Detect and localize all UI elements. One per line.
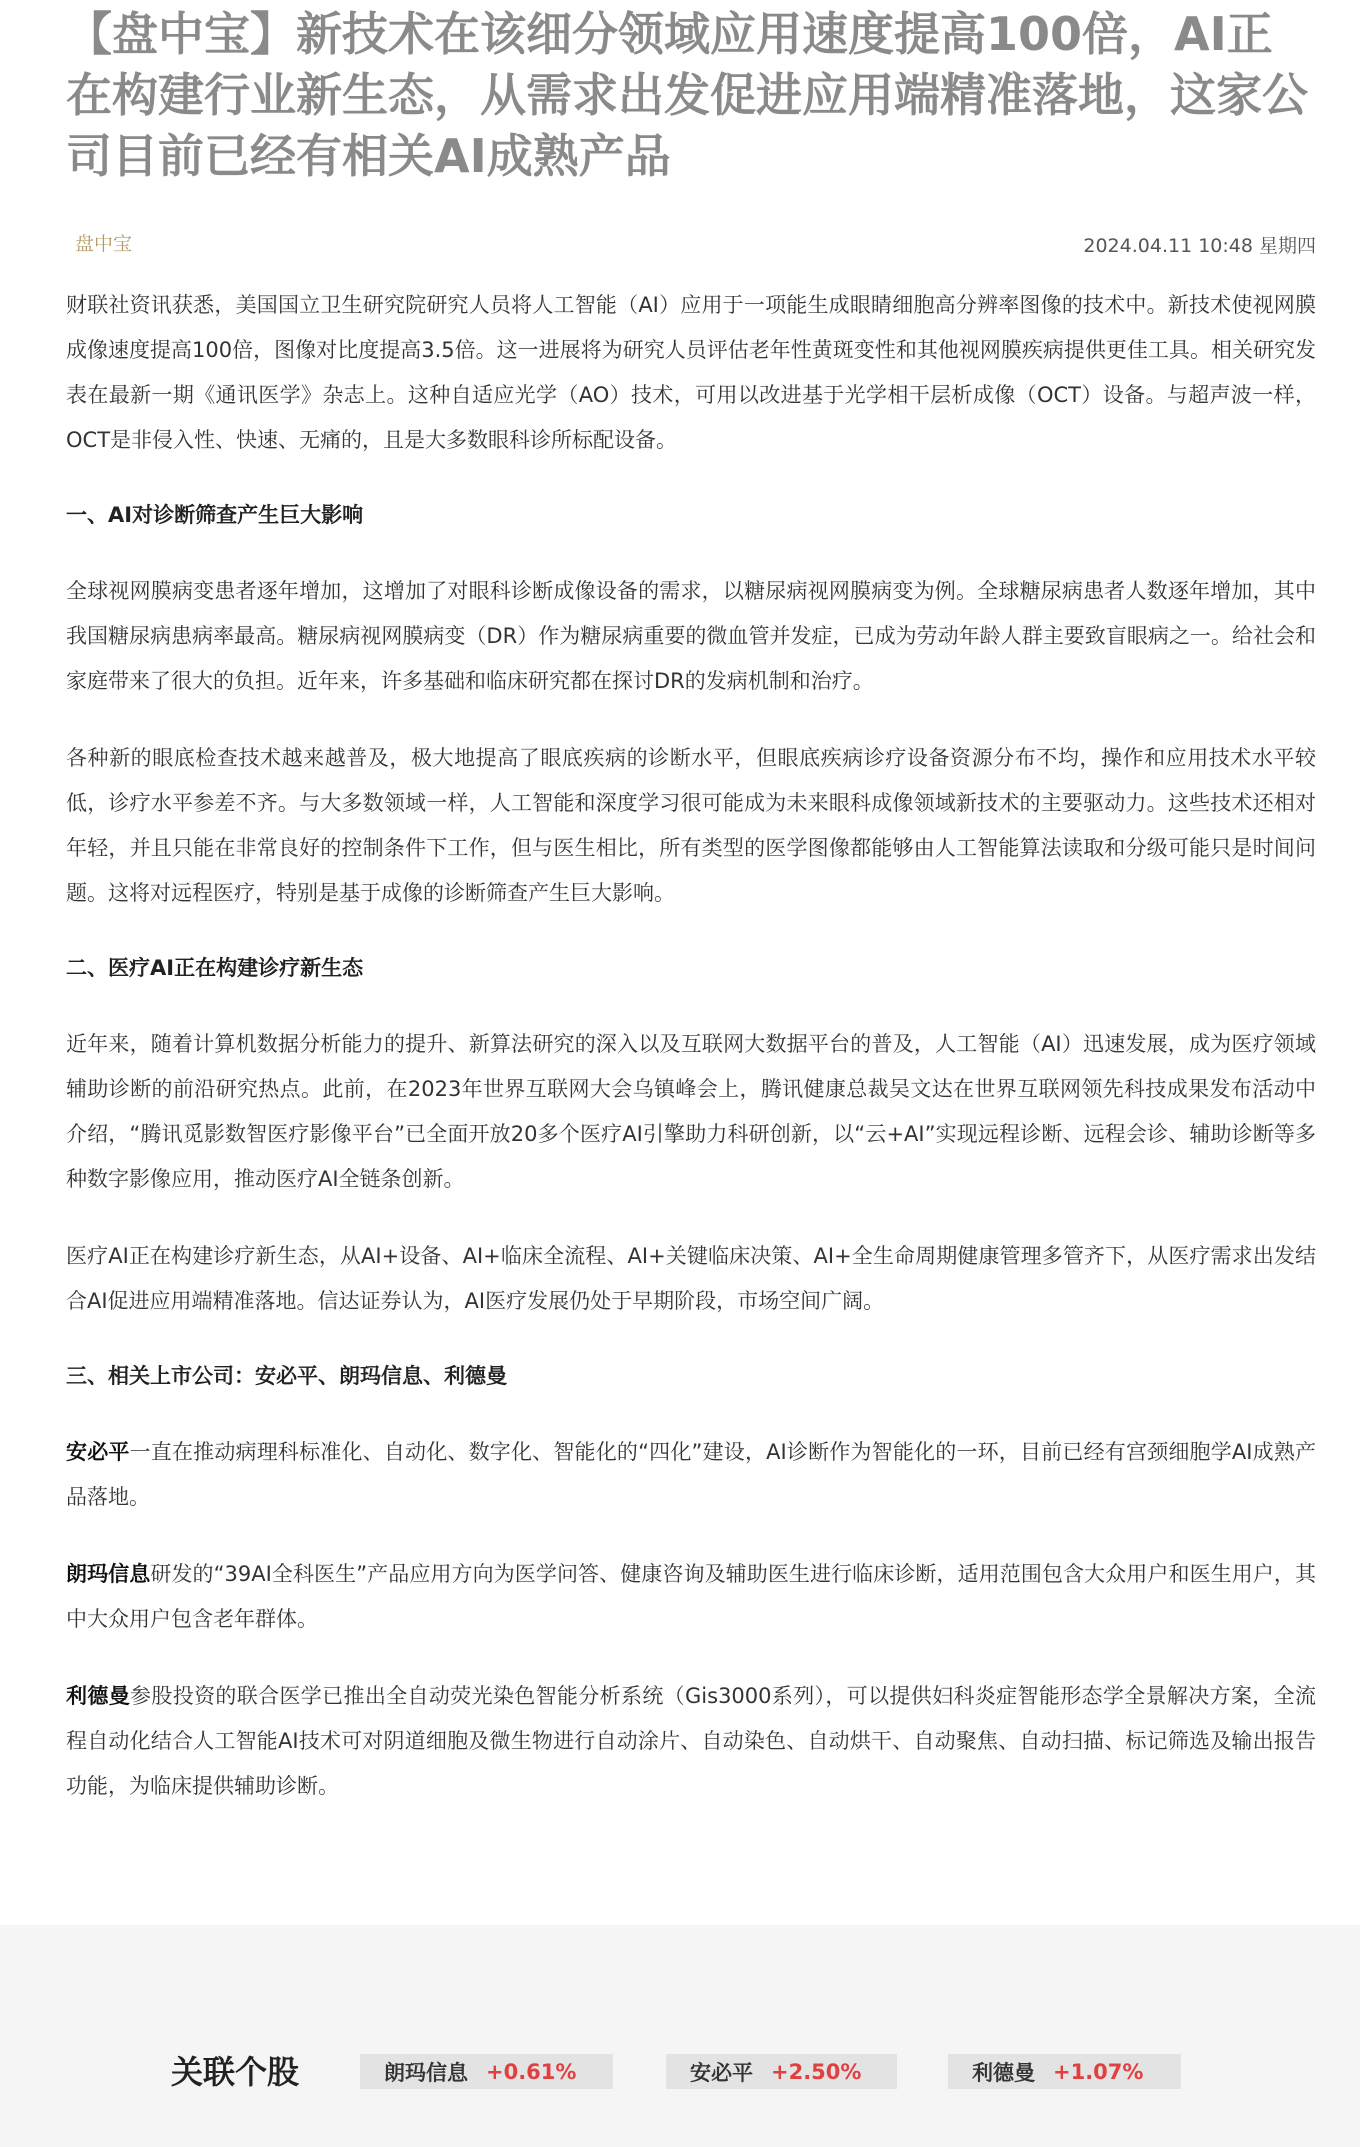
company-name-lideman[interactable]: 利德曼 — [66, 1684, 131, 1708]
company-text-langma: 研发的“39AI全科医生”产品应用方向为医学问答、健康咨询及辅助医生进行临床诊断，适用范围包含大众用户和医生用户，其中大众用户包含老年群体。 — [66, 1562, 1316, 1631]
stock-change: +2.50% — [771, 2059, 862, 2084]
company-paragraph-lideman — [66, 1674, 1316, 1809]
paragraph-medical-ai: 近年来，随着计算机数据分析能力的提升、新算法研究的深入以及互联网大数据平台的普及，人工智能（AI）迅速发展，成为医疗领域辅助诊断的前沿研究热点。此前，在2023年世界互联网大会乌镇峰会上，腾讯健康总裁吴文达在世界互联网领先科技成果发布活动中介绍，“腾讯觅影数智医疗影像平台”已全面开放20多个医疗AI引擎助力科研创新，以“云+AI”实现远程诊断、远程会诊、辅助诊断等多种数字影像应用，推动医疗AI全链条创新。 — [66, 1032, 1316, 1191]
company-text-lideman: 参股投资的联合医学已推出全自动荧光染色智能分析系统（Gis3000系列），可以提供妇科炎症智能形态学全景解决方案，全流程自动化结合人工智能AI技术可对阴道细胞及微生物进行自动涂片、自动染色、自动烘干、自动聚焦、自动扫描、标记筛选及输出报告功能，为临床提供辅助诊断。 — [66, 1684, 1316, 1798]
company-name-langma[interactable]: 朗玛信息 — [66, 1562, 151, 1586]
section-heading-1: 一、AI对诊断筛查产生巨大影响 — [66, 503, 364, 527]
section-heading-3: 三、相关上市公司：安必平、朗玛信息、利德曼 — [66, 1364, 507, 1388]
stock-change: +1.07% — [1053, 2059, 1144, 2084]
article-meta — [66, 229, 1316, 269]
company-paragraph-langma — [66, 1552, 1316, 1642]
article-datetime: 2024.04.11 10:48 星期四 — [1083, 235, 1316, 257]
paragraph-ecosystem: 医疗AI正在构建诊疗新生态，从AI+设备、AI+临床全流程、AI+关键临床决策、AI+全生命周期健康管理多管齐下，从医疗需求出发结合AI促进应用端精准落地。信达证券认为，AI医疗发展仍处于早期阶段，市场空间广阔。 — [66, 1244, 1316, 1313]
section-heading-2: 二、医疗AI正在构建诊疗新生态 — [66, 956, 364, 980]
stock-chip-lideman[interactable] — [948, 2054, 1181, 2089]
company-text-anbiping: 一直在推动病理科标准化、自动化、数字化、智能化的“四化”建设，AI诊断作为智能化的一环，目前已经有宫颈细胞学AI成熟产品落地。 — [66, 1440, 1317, 1509]
article-source[interactable]: 盘中宝 — [75, 233, 133, 255]
paragraph-intro: 财联社资讯获悉，美国国立卫生研究院研究人员将人工智能（AI）应用于一项能生成眼睛细胞高分辨率图像的技术中。新技术使视网膜成像速度提高100倍，图像对比度提高3.5倍。这一进展将为研究人员评估老年性黄斑变性和其他视网膜疾病提供更佳工具。相关研究发表在最新一期《通讯医学》杂志上。这种自适应光学（AO）技术，可用以改进基于光学相干层析成像（OCT）设备。与超声波一样，OCT是非侵入性、快速、无痛的，且是大多数眼科诊所标配设备。 — [66, 293, 1316, 452]
stock-name: 利德曼 — [972, 2060, 1035, 2085]
stock-change: +0.61% — [486, 2059, 577, 2084]
paragraph-dr: 全球视网膜病变患者逐年增加，这增加了对眼科诊断成像设备的需求，以糖尿病视网膜病变为例。全球糖尿病患者人数逐年增加，其中我国糖尿病患病率最高。糖尿病视网膜病变（DR）作为糖尿病重要的微血管并发症，已成为劳动年龄人群主要致盲眼病之一。给社会和家庭带来了很大的负担。近年来，许多基础和临床研究都在探讨DR的发病机制和治疗。 — [66, 579, 1316, 693]
related-stocks-title: 关联个股 — [171, 2053, 300, 2091]
article-title: 【盘中宝】新技术在该细分领域应用速度提高100倍，AI正在构建行业新生态，从需求出发促进应用端精准落地，这家公司目前已经有相关AI成熟产品 — [66, 7, 1308, 183]
article — [66, 0, 1316, 1841]
related-stocks-panel — [0, 1925, 1360, 2147]
company-paragraph-anbiping — [66, 1430, 1316, 1520]
article-body — [66, 283, 1316, 1809]
stock-chip-anbiping[interactable] — [666, 2054, 897, 2089]
stock-chip-langma[interactable] — [360, 2054, 613, 2089]
stock-name: 朗玛信息 — [384, 2060, 468, 2085]
paragraph-ai-imaging: 各种新的眼底检查技术越来越普及，极大地提高了眼底疾病的诊断水平，但眼底疾病诊疗设备资源分布不均，操作和应用技术水平较低，诊疗水平参差不齐。与大多数领域一样，人工智能和深度学习很可能成为未来眼科成像领域新技术的主要驱动力。这些技术还相对年轻，并且只能在非常良好的控制条件下工作，但与医生相比，所有类型的医学图像都能够由人工智能算法读取和分级可能只是时间问题。这将对远程医疗，特别是基于成像的诊断筛查产生巨大影响。 — [66, 746, 1316, 905]
stock-name: 安必平 — [690, 2060, 753, 2085]
company-name-anbiping[interactable]: 安必平 — [66, 1440, 130, 1464]
